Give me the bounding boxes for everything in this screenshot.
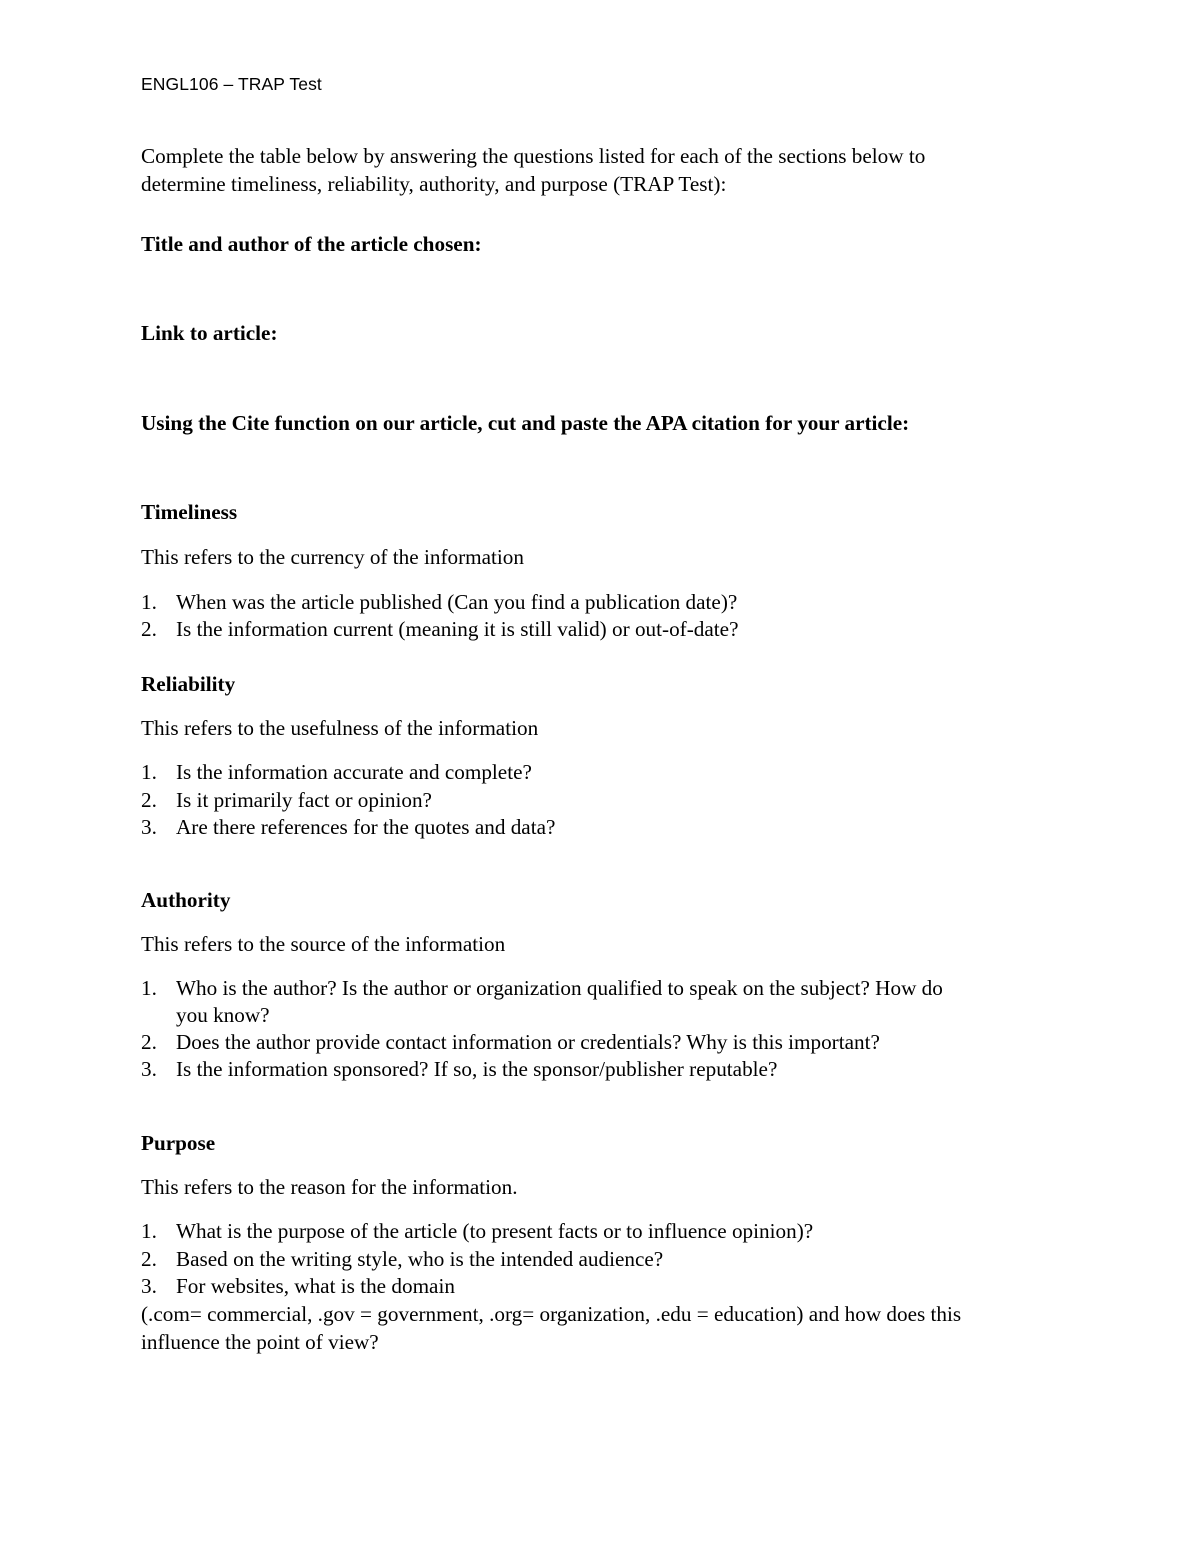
list-item	[141, 759, 555, 787]
section-description-reliability: This refers to the usefulness of the information	[141, 716, 539, 740]
question-text: Are there references for the quotes and data?	[176, 815, 556, 839]
timeliness-question-list	[141, 589, 738, 643]
question-text: Does the author provide contact information or credentials? Why is this important?	[176, 1030, 880, 1054]
list-number: 2.	[141, 1246, 157, 1271]
question-text: Who is the author? Is the author or organization qualified to speak on the subject? How do	[176, 976, 943, 1000]
purpose-continuation-line-2: influence the point of view?	[141, 1330, 379, 1354]
list-number: 1.	[141, 590, 157, 614]
list-number: 2.	[141, 787, 157, 812]
list-item	[141, 1029, 943, 1056]
list-item	[141, 1273, 813, 1301]
question-text: For websites, what is the domain	[176, 1274, 455, 1298]
question-text: Is the information current (meaning it is still valid) or out-of-date?	[176, 617, 739, 641]
intro-line-1: Complete the table below by answering the questions listed for each of the sections below to	[141, 144, 926, 168]
purpose-continuation-line-1: (.com= commercial, .gov = government, .org= organization, .edu = education) and how does this	[141, 1302, 962, 1326]
field-title-author: Title and author of the article chosen:	[141, 232, 482, 256]
list-item	[141, 1246, 813, 1274]
list-item	[141, 787, 555, 815]
section-heading-authority: Authority	[141, 888, 231, 912]
list-number: 1.	[141, 1219, 157, 1243]
list-item	[141, 975, 943, 1029]
list-number: 3.	[141, 1057, 157, 1081]
list-number: 1.	[141, 976, 157, 1000]
list-item	[141, 1218, 813, 1246]
question-text: What is the purpose of the article (to present facts or to influence opinion)?	[176, 1219, 814, 1243]
question-text: When was the article published (Can you find a publication date)?	[176, 590, 738, 614]
section-heading-reliability: Reliability	[141, 672, 236, 696]
list-item	[141, 616, 738, 643]
list-item	[141, 1056, 943, 1083]
intro-line-2: determine timeliness, reliability, authority, and purpose (TRAP Test):	[141, 172, 727, 196]
list-number: 3.	[141, 815, 157, 839]
section-description-authority: This refers to the source of the information	[141, 932, 506, 956]
section-description-timeliness: This refers to the currency of the information	[141, 545, 524, 569]
question-text: Is the information accurate and complete?	[176, 760, 532, 784]
section-heading-purpose: Purpose	[141, 1131, 216, 1155]
question-text: Is the information sponsored? If so, is the sponsor/publisher reputable?	[176, 1057, 778, 1081]
list-item	[141, 589, 738, 616]
purpose-question-list	[141, 1218, 813, 1301]
question-text: Based on the writing style, who is the intended audience?	[176, 1246, 664, 1271]
document-header: ENGL106 – TRAP Test	[141, 74, 322, 94]
field-citation: Using the Cite function on our article, cut and paste the APA citation for your article:	[141, 411, 910, 435]
section-heading-timeliness: Timeliness	[141, 500, 238, 524]
list-number: 1.	[141, 760, 157, 784]
question-text-continued: you know?	[176, 1003, 270, 1027]
field-link: Link to article:	[141, 321, 278, 345]
section-description-purpose: This refers to the reason for the information.	[141, 1175, 518, 1199]
question-text: Is it primarily fact or opinion?	[176, 787, 432, 812]
list-number: 2.	[141, 617, 157, 641]
list-number: 2.	[141, 1030, 157, 1054]
list-number: 3.	[141, 1274, 157, 1298]
list-item	[141, 814, 555, 842]
reliability-question-list	[141, 759, 555, 842]
authority-question-list	[141, 975, 943, 1083]
